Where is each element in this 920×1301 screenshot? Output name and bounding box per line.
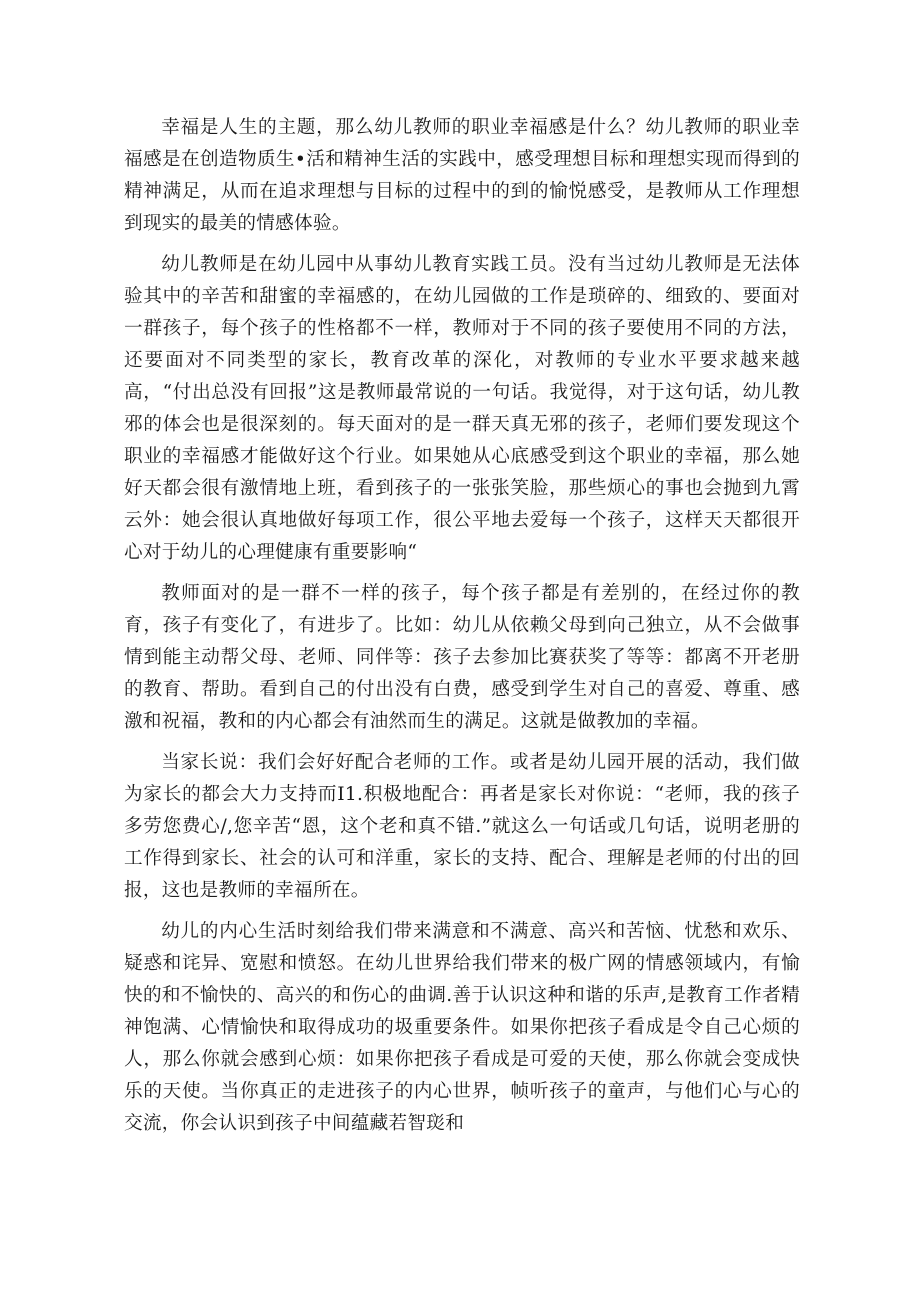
paragraph-5: 幼儿的内心生活时刻给我们带来满意和不满意、高兴和苦恼、忧愁和欢乐、疑惑和诧异、宽慰和愤怒。在幼儿世界给我们带来的极广网的情感领域内，有愉快的和不愉快的、高兴的和伤心的曲调.善于认识这种和谐的乐声,是教育工作者精神饱满、心情愉快和取得成功的圾重要条件。如果你把孩子看成是令自己心烦的人，那么你就会感到心烦：如果你把孩子看成是可爱的天使，那么你就会变成快乐的天使。当你真正的走进孩子的内心世界，帧听孩子的童声，与他们心与心的交流，你会认识到孩子中间蕴藏若智珳和	[124, 921, 800, 1134]
document-body	[124, 112, 800, 1140]
paragraph-3: 教师面对的是一群不一样的孩子，每个孩子都是有差别的，在经过你的教育，孩子有变化了，有进步了。比如：幼儿从依赖父母到向己独立，从不会做事情到能主动帮父母、老师、同伴等：孩子去参加比赛获奖了等等：都离不开老册的教育、帮助。看到自己的付出没有白费，感受到学生对自己的喜爱、尊重、感激和祝福，教和的内心都会有油然而生的满足。这就是做教加的幸福。	[124, 583, 800, 732]
paragraph-1: 幸福是人生的主题，那么幼儿教师的职业幸福感是什么？幼儿教师的职业幸福感是在创造物质生•活和精神生活的实践中，感受理想目标和理想实现而得到的精神满足，从而在追求理想与目标的过程中的到的愉悦感受，是教师从工作理想到现实的最美的情感体验。	[124, 117, 800, 234]
paragraph-2: 幼儿教师是在幼儿园中从事幼儿教育实践工员。没有当过幼儿教师是无法体验其中的辛苦和甜蜜的幸福感的，在幼儿园做的工作是琐碎的、细致的、要面对一群孩子，每个孩子的性格都不一样，教师对于不同的孩子要使用不同的方法，还要面对不同类型的家长，教育改革的深化，对教师的专业水平要求越来越高，“付出总没有回报”这是教师最常说的一句话。我觉得，对于这句话，幼儿教邪的体会也是很深刻的。每天面对的是一群天真无邪的孩子，老师们要发现这个职业的幸福感才能做好这个行业。如果她从心底感受到这个职业的幸福，那么她好天都会很有激情地上班，看到孩子的一张张笑脸，那些烦心的事也会抛到九霄云外：她会很认真地做好每项工作，很公平地去爱每一个孩子，这样天天都很开心对于幼儿的心理健康有重要影响“	[124, 254, 800, 563]
paragraph-4: 当家长说：我们会好好配合老师的工作。或者是幼儿园开展的活动，我们做为家长的都会大力支持而I1.积极地配合：再者是家长对你说：“老师，我的孩子多劳您费心/,您辛苦“恩，这个老和真不错.”就这么一句话或几句话，说明老册的工作得到家长、社会的认可和洋重，家长的支持、配合、理解是老师的付出的回报，这也是教师的幸福所在。	[124, 752, 800, 901]
